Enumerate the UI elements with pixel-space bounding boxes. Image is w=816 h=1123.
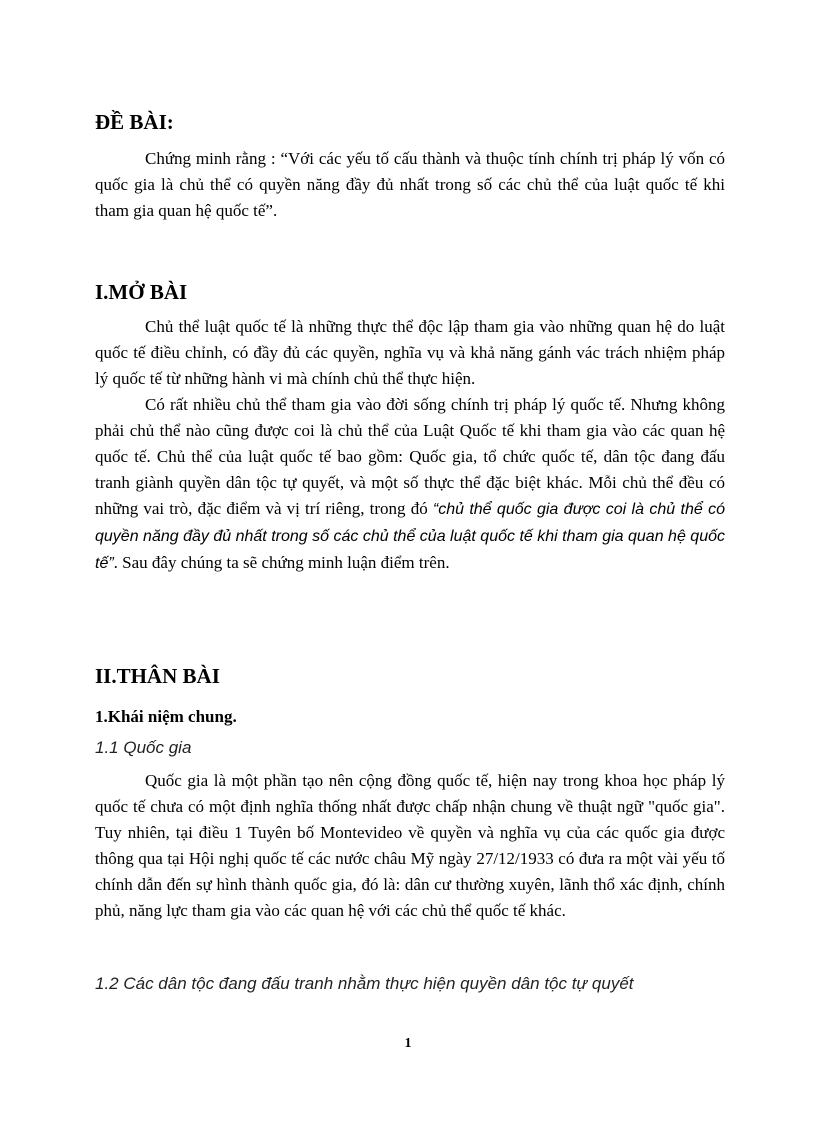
section-1-heading: 1.Khái niệm chung. (95, 707, 237, 726)
section-1-1-text: Quốc gia là một phần tạo nên cộng đồng quốc tế, hiện nay trong khoa học pháp lý quốc tế chưa có một định nghĩa thống nhất được chấp nhận chung về thuật ngữ "quốc gia". Tuy nhiên, tại điều 1 Tuyên bố Montevideo về quyền và nghĩa vụ của các quốc gia được thông qua tại Hội nghị quốc tế các nước châu Mỹ ngày 27/12/1933 có đưa ra một vài yếu tố chính dẫn đến sự hình thành quốc gia, đó là: dân cư thường xuyên, lãnh thổ xác định, chính phủ, năng lực tham gia vào các quan hệ với các chủ thể quốc tế khác. (95, 771, 725, 920)
mo-bai-paragraph-2 (95, 392, 725, 577)
paragraph-2-italic-quote: “chủ thể quốc gia được coi là chủ thể có quyền năng đầy đủ nhất trong số các chủ thể của luật quốc tế khi tham gia quan hệ quốc tế” (95, 501, 725, 572)
section-1-1-heading: 1.1 Quốc gia (95, 738, 192, 757)
than-bai-heading: II.THÂN BÀI (95, 664, 220, 688)
mo-bai-heading: I.MỞ BÀI (95, 280, 188, 304)
page-number: 1 (404, 1036, 412, 1051)
paragraph-2-text-start: Có rất nhiều chủ thể tham gia vào đời sống chính trị pháp lý quốc tế. Nhưng không phải chủ thể nào cũng được coi là chủ thể của Luật Quốc tế khi tham gia vào các quan hệ quốc tế. Chủ thể của luật quốc tế bao gồm: Quốc gia, tổ chức quốc tế, dân tộc đang đấu tranh giành quyền dân tộc tự quyết, và một số thực thể đặc biệt khác. Mỗi chủ thể đều có những vai trò, đặc điểm và vị trí riêng, trong đó (95, 395, 725, 518)
mo-bai-paragraph-1: Chủ thể luật quốc tế là những thực thể độc lập tham gia vào những quan hệ do luật quốc tế điều chỉnh, có đầy đủ các quyền, nghĩa vụ và khả năng gánh vác trách nhiệm pháp lý quốc tế từ những hành vi mà chính chủ thể thực hiện. (95, 317, 725, 388)
paragraph-2-text-end: . Sau đây chúng ta sẽ chứng minh luận điểm trên. (113, 553, 450, 572)
de-bai-heading: ĐỀ BÀI: (95, 110, 174, 134)
section-1-2-heading: 1.2 Các dân tộc đang đấu tranh nhằm thực hiện quyền dân tộc tự quyết (95, 974, 634, 993)
de-bai-text: Chứng minh rằng : “Với các yếu tố cấu thành và thuộc tính chính trị pháp lý vốn có quốc gia là chủ thể có quyền năng đầy đủ nhất trong số các chủ thể của luật quốc tế khi tham gia quan hệ quốc tế”. (95, 149, 725, 220)
